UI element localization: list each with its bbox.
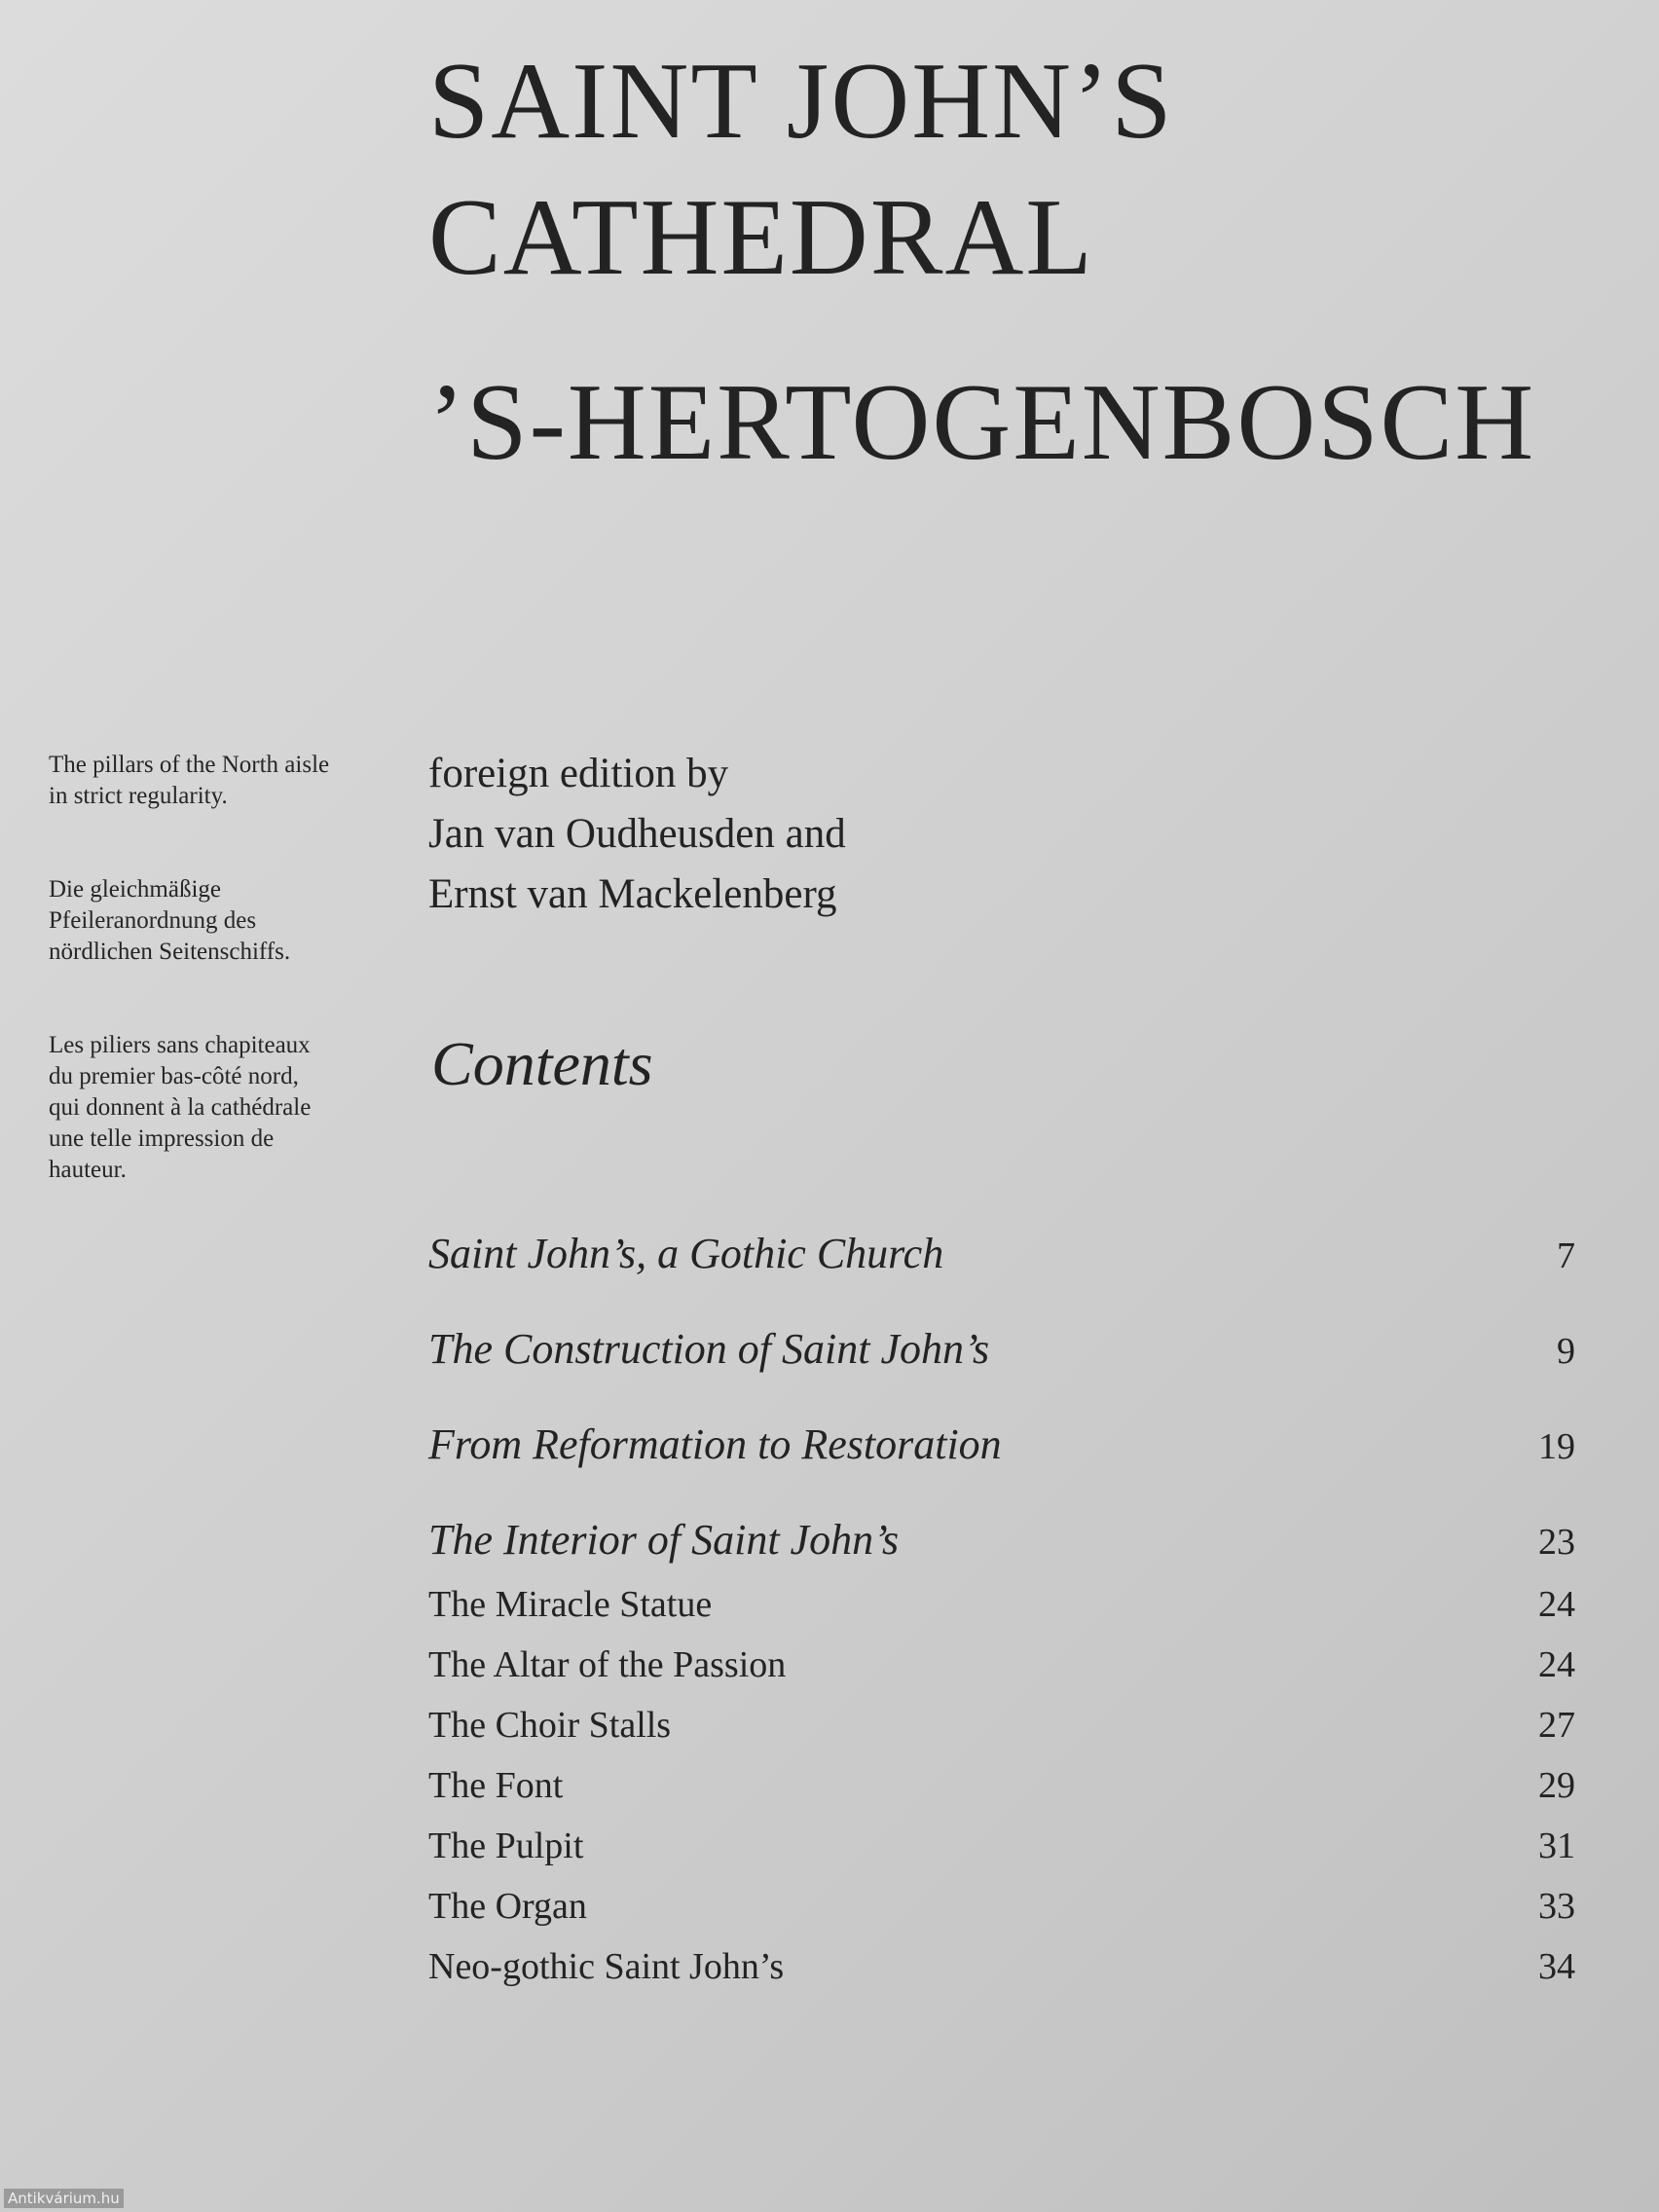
caption-french <box>49 1030 389 1186</box>
title-line-1: SAINT JOHN’S <box>428 41 1174 162</box>
caption-line: in strict regularity. <box>49 783 228 809</box>
title-line-2: CATHEDRAL <box>428 177 1094 298</box>
caption-line: du premier bas-côté nord, <box>49 1063 299 1089</box>
toc-entry-title: The Organ <box>428 1886 587 1927</box>
toc-entry <box>428 1945 1575 1988</box>
title-line-3: ’S-HERTOGENBOSCH <box>428 362 1536 483</box>
caption-line: The pillars of the North aisle <box>49 752 330 778</box>
contents-heading: Contents <box>431 1029 653 1098</box>
toc-entry <box>428 1825 1575 1867</box>
toc-entry-title: The Interior of Saint John’s <box>428 1516 900 1564</box>
toc-entry <box>428 1419 1575 1469</box>
toc-entry-page: 24 <box>1538 1644 1575 1685</box>
toc-entry-page: 23 <box>1538 1522 1575 1563</box>
credits-line: foreign edition by <box>428 751 729 796</box>
toc-entry <box>428 1885 1575 1928</box>
caption-line: une telle impression de <box>49 1125 275 1152</box>
caption-line: nördlichen Seitenschiffs. <box>49 939 291 965</box>
toc-entry-page: 34 <box>1538 1946 1575 1987</box>
credits-line: Ernst van Mackelenberg <box>428 871 837 917</box>
toc-entry-page: 24 <box>1538 1584 1575 1625</box>
toc-entry <box>428 1324 1575 1374</box>
toc-entry-page: 27 <box>1538 1705 1575 1746</box>
caption-line: qui donnent à la cathédrale <box>49 1094 312 1121</box>
toc-entry-title: The Altar of the Passion <box>428 1644 787 1685</box>
toc-entry <box>428 1643 1575 1686</box>
caption-german <box>49 874 389 968</box>
toc-entry-title: The Font <box>428 1765 564 1806</box>
toc-entry-title: Saint John’s, a Gothic Church <box>428 1230 944 1277</box>
watermark: Antikvárium.hu <box>4 2189 124 2208</box>
toc-entry-title: The Choir Stalls <box>428 1705 672 1746</box>
toc-entry <box>428 1583 1575 1626</box>
toc-entry-title: Neo-gothic Saint John’s <box>428 1946 785 1987</box>
toc-entry-page: 9 <box>1557 1331 1575 1372</box>
toc-entry <box>428 1764 1575 1807</box>
toc-entry-title: The Miracle Statue <box>428 1584 713 1625</box>
toc-entry-page: 29 <box>1538 1765 1575 1806</box>
toc-entry-title: From Reformation to Restoration <box>428 1420 1002 1468</box>
credits-line: Jan van Oudheusden and <box>428 811 846 857</box>
toc-entry <box>428 1704 1575 1747</box>
caption-english <box>49 750 389 812</box>
caption-line: Die gleichmäßige <box>49 876 222 903</box>
toc-entry-title: The Construction of Saint John’s <box>428 1325 990 1373</box>
toc-entry <box>428 1229 1575 1278</box>
caption-line: Pfeileranordnung des <box>49 907 257 934</box>
edition-credits <box>428 744 846 925</box>
toc-entry-page: 19 <box>1538 1426 1575 1467</box>
toc-entry-title: The Pulpit <box>428 1825 584 1866</box>
caption-line: Les piliers sans chapiteaux <box>49 1032 311 1058</box>
toc-entry-page: 31 <box>1538 1825 1575 1866</box>
toc-entry-page: 7 <box>1557 1235 1575 1276</box>
toc-entry <box>428 1515 1575 1565</box>
caption-line: hauteur. <box>49 1157 127 1183</box>
toc-entry-page: 33 <box>1538 1886 1575 1927</box>
